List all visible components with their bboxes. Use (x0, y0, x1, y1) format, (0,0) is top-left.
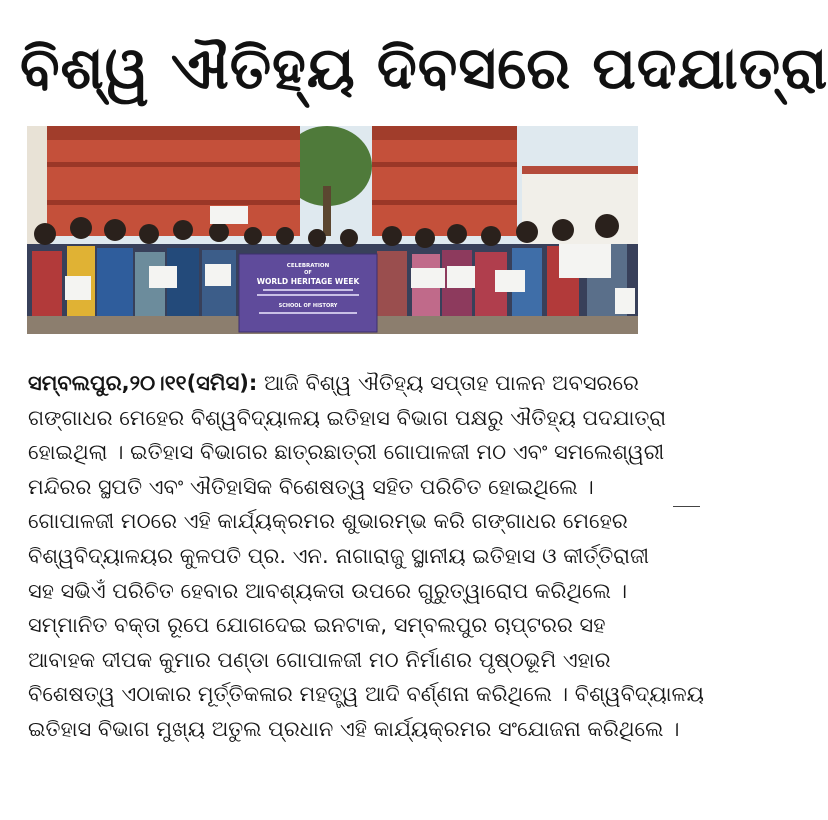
person-head (382, 226, 402, 246)
placard (411, 268, 445, 288)
group-photo-illustration (27, 126, 638, 334)
person-head (340, 229, 358, 247)
placard (559, 244, 611, 278)
left-gate-band (47, 162, 300, 167)
article-line: ଆବାହକ ଦୀପକ କୁମାର ପଣ୍ଡା ଗୋପାଳଜୀ ମଠ ନିର୍ମାଣର ପୃଷ୍ଠଭୂମି ଏହାର (28, 647, 611, 672)
article-line (28, 366, 640, 401)
right-gate-band-2 (372, 200, 517, 205)
headline: ବିଶ୍ୱ ଐତିହ୍ୟ ଦିବସରେ ପଦଯାତ୍ରା (20, 34, 828, 102)
column-rule (673, 506, 700, 507)
banner-rule (259, 312, 357, 314)
left-gate-cap (47, 126, 300, 140)
person-body (97, 248, 133, 316)
person-head (481, 226, 501, 246)
person-head (104, 219, 126, 241)
article-body (28, 366, 704, 747)
white-building (522, 166, 638, 246)
person-head (516, 221, 538, 243)
person-head (244, 227, 262, 245)
placard (495, 270, 525, 292)
news-photo (27, 126, 638, 334)
article-line: ମନ୍ଦିରର ସ୍ଥପତି ଏବଂ ଐତିହାସିକ ବିଶେଷତ୍ୱ ସହିତ ପରିଚିତ ହୋଇଥିଲେ । (28, 474, 594, 499)
article-line: ହୋଇଥିଲା । ଇତିହାସ ବିଭାଗର ଛାତ୍ରଛାତ୍ରୀ ଗୋପାଳଜୀ ମଠ ଏବଂ ସମଲେଶ୍ୱରୀ (28, 440, 665, 465)
person-head (552, 219, 574, 241)
article-line: ଗଙ୍ଗାଧର ମେହେର ବିଶ୍ୱବିଦ୍ୟାଳୟ ଇତିହାସ ବିଭାଗ ପକ୍ଷରୁ ଐତିହ୍ୟ ପଦଯାତ୍ରା (28, 405, 667, 430)
placard (210, 206, 248, 224)
placard (615, 288, 635, 314)
person-head (209, 222, 229, 242)
placard (65, 276, 91, 300)
banner-rule (263, 289, 353, 291)
placard (149, 266, 177, 288)
right-gate-band (372, 162, 517, 167)
placard (205, 264, 231, 286)
person-body (377, 251, 407, 316)
person-head (415, 228, 435, 248)
building-roof (522, 166, 638, 174)
dateline: ସମ୍ବଲପୁର,୨୦।୧୧(ସମିସ): (28, 371, 258, 395)
article-line: ସହ ସଭିଏଁ ପରିଚିତ ହେବାର ଆବଶ୍ୟକତା ଉପରେ ଗୁରୁତ୍ୱାରୋପ କରିଥିଲେ । (28, 578, 628, 603)
article-line: ଗୋପାଳଜୀ ମଠରେ ଏହି କାର୍ଯ୍ୟକ୍ରମର ଶୁଭାରମ୍ଭ କରି ଗଙ୍ଗାଧର ମେହେର (28, 509, 628, 534)
placard (447, 266, 475, 288)
banner-line-2: OF (304, 270, 312, 276)
person-head (70, 217, 92, 239)
right-gate-cap (372, 126, 517, 140)
person-head (276, 227, 294, 245)
person-head (447, 224, 467, 244)
tree-trunk (323, 186, 331, 236)
person-head (34, 223, 56, 245)
person-head (308, 229, 326, 247)
person-head (173, 220, 193, 240)
article-line: ସମ୍ମାନିତ ବକ୍ତା ରୂପେ ଯୋଗଦେଇ ଇନଟାକ, ସମ୍ବଲପୁର ଚାପ୍ଟରର ସହ (28, 613, 606, 638)
person-head (139, 224, 159, 244)
article-line: ବିଶ୍ୱବିଦ୍ୟାଳୟର କୁଳପତି ପ୍ର. ଏନ. ନାଗାରାଜୁ ସ୍ଥାନୀୟ ଇତିହାସ ଓ କୀର୍ତ୍ତିରାଜୀ (28, 543, 650, 568)
heritage-week-banner (239, 254, 377, 332)
person-head (595, 214, 619, 238)
person-body (32, 251, 62, 316)
banner-line-1: CELEBRATION (286, 263, 330, 269)
article-line: ଇତିହାସ ବିଭାଗ ମୁଖ୍ୟ ଅତୁଲ ପ୍ରଧାନ ଏହି କାର୍ଯ୍ୟକ୍ରମର ସଂଯୋଜନା କରିଥିଲେ । (28, 716, 680, 741)
article-line-text: ଆଜି ବିଶ୍ୱ ଐତିହ୍ୟ ସପ୍ତାହ ପାଳନ ଅବସରରେ (257, 371, 639, 395)
banner-line-3: WORLD HERITAGE WEEK (256, 277, 360, 286)
banner-rule (257, 294, 359, 296)
right-gate-wall (372, 126, 517, 236)
left-gate-band-2 (47, 200, 300, 205)
banner-line-4: SCHOOL OF HISTORY (278, 303, 338, 309)
article-line: ବିଶେଷତ୍ୱ ଏଠାକାର ମୂର୍ତ୍ତିକଳାର ମହତ୍ତ୍ୱ ଆଦି ବର୍ଣ୍ଣନା କରିଥିଲେ । ବିଶ୍ୱବିଦ୍ୟାଳୟ (28, 682, 704, 707)
